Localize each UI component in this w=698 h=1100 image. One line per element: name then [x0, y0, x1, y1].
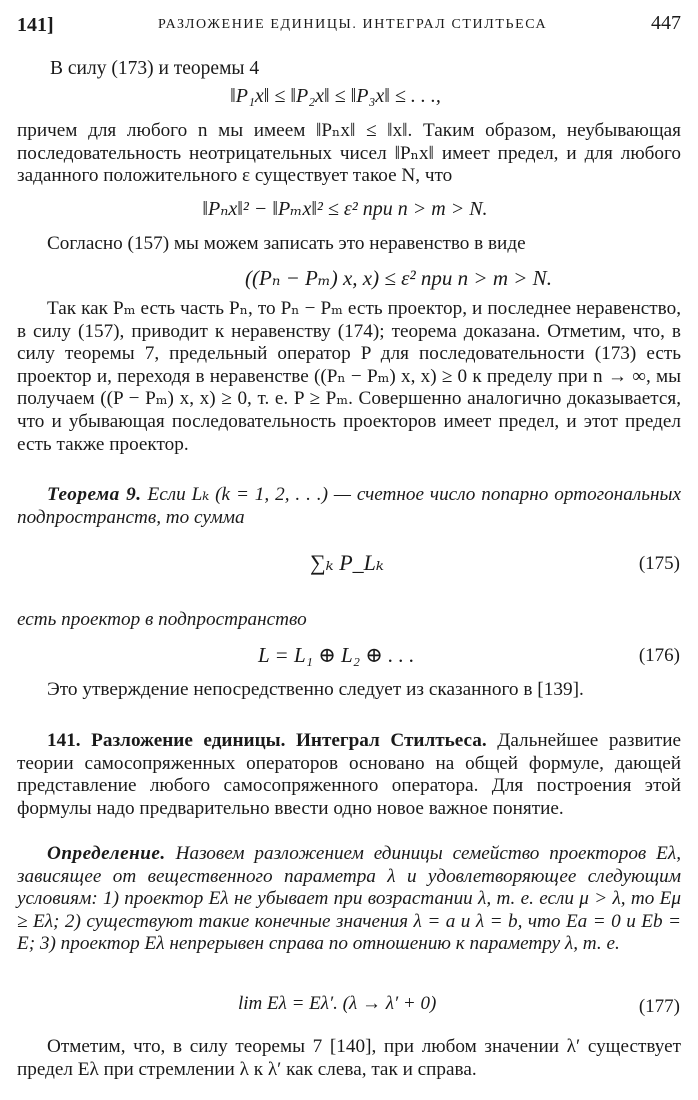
para1-text3: Так как Pₘ есть часть Pₙ, то Pₙ − Pₘ есть проектор, и последнее неравенство, в силу (157), приводит к неравенству (174); теорема доказана. Отметим, что, в силу теоремы 7, предельный оператор P для последовательности (173) есть проектор и, переходя в неравенстве ((Pₙ − Pₘ) x, x) ≥ 0 к пределу при n → ∞, мы получаем ((P − Pₘ) x, x) ≥ 0, т. е. P ≥ Pₘ. Совершенно аналогично доказывается, что и убывающая последовательность проекторов имеет предел, и этот предел есть также проектор.: [17, 298, 681, 455]
formula-inner-product-bound: ((Pₙ − Pₘ) x, x) ≤ ε² при n > m > N.: [245, 266, 552, 290]
theorem9-block: [17, 484, 681, 529]
section141-text: Дальнейшее развитие теории самосопряженных операторов основано на общей формуле, дающей представление любого самосопряженного оператора. Для построения этой формулы надо предварительно ввести одно новое важное понятие.: [17, 730, 682, 819]
eq-number-175: (175): [638, 553, 680, 574]
definition-block: [17, 843, 681, 956]
theorem9-proof: Это утверждение непосредственно следует из сказанного в [139].: [47, 679, 584, 700]
formula-sum-projectors: ∑ₖ P_Lₖ: [310, 550, 384, 575]
formula-norm-chain: ‖P₁x‖ ≤ ‖P₂x‖ ≤ ‖P₃x‖ ≤ . . .,: [230, 85, 441, 107]
definition-text: Назовем разложением единицы семейство проекторов Eλ, зависящее от вещественного параметра λ и удовлетворяющее следующим условиям: 1) проектор Eλ не убывает при возрастании λ, т. е. если μ > λ, то Eμ ≥ Eλ; 2) существуют такие конечные значения λ = a и λ = b, что Ea = 0 и Eb = E; 3) проектор Eλ непрерывен справа по отношению к параметру λ, т. е.: [17, 843, 681, 955]
definition-label: Определение.: [47, 843, 166, 864]
header-running-title: РАЗЛОЖЕНИЕ ЕДИНИЦЫ. ИНТЕГРАЛ СТИЛТЬЕСА: [158, 17, 548, 32]
para1-text1: причем для любого n мы имеем ‖Pₙx‖ ≤ ‖x‖. Таким образом, неубывающая последовательность неотрицательных чисел ‖Pₙx‖ имеет предел, и для любого заданного положительного ε существует такое N, что: [17, 120, 681, 187]
formula-epsilon-bound: ‖Pₙx‖² − ‖Pₘx‖² ≤ ε² при n > m > N.: [202, 198, 488, 220]
eq-number-176: (176): [638, 645, 680, 666]
section141-block: [17, 730, 681, 820]
formula-direct-sum: L = L₁ ⊕ L₂ ⊕ . . .: [258, 643, 415, 667]
theorem9-label: Теорема 9.: [47, 484, 142, 505]
theorem9-cont: есть проектор в подпространство: [17, 609, 307, 630]
closing-text: Отметим, что, в силу теоремы 7 [140], при любом значении λ′ существует предел Eλ при стремлении λ к λ′ как слева, так и справа.: [17, 1036, 681, 1080]
para1-body: [17, 120, 681, 188]
header-section-number: 141]: [17, 14, 54, 36]
header-page-number: 447: [651, 12, 681, 34]
para1-text2: Согласно (157) мы можем записать это неравенство в виде: [47, 233, 526, 254]
section141-title: 141. Разложение единицы. Интеграл Стилтьеса.: [47, 730, 487, 751]
theorem9-statement: Если Lₖ (k = 1, 2, . . .) — счетное число попарно ортогональных подпространств, то сумма: [17, 484, 681, 528]
para1-lead: В силу (173) и теоремы 4: [50, 58, 260, 79]
eq-number-177: (177): [638, 996, 680, 1017]
formula-right-continuity: lim Eλ = Eλ′. (λ → λ′ + 0): [238, 993, 437, 1014]
